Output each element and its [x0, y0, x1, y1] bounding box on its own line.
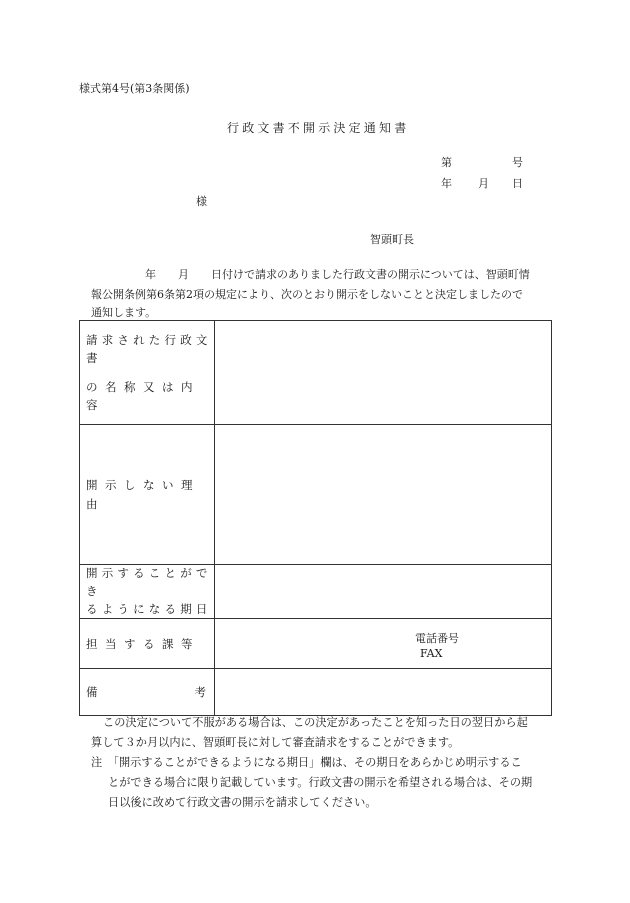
- note-line-2: 算して３か月以内に、智頭町長に対して審査請求をすることができます。: [91, 736, 460, 749]
- table-row-disclosure-date: [80, 565, 552, 619]
- document-title: 行政文書不開示決定通知書: [227, 121, 410, 135]
- department-label: 担当する課等: [80, 619, 215, 669]
- recipient-honorific: 様: [196, 195, 207, 208]
- document-name-label: 請求された行政文書 の名称又は内容: [80, 321, 215, 425]
- intro-line-2: 報公開条例第6条第2項の規定により、次のとおり開示をしないことと決定しましたので: [91, 288, 523, 301]
- date-month-label: 月: [478, 177, 489, 190]
- table-row-reason: [80, 425, 552, 565]
- date-day-label: 日: [512, 177, 523, 190]
- reason-field[interactable]: [215, 425, 552, 565]
- disclosure-date-field[interactable]: [215, 565, 552, 619]
- remarks-label: 備 考: [80, 669, 215, 716]
- department-field[interactable]: [215, 619, 552, 669]
- intro-line-1: [145, 269, 530, 280]
- intro-line-1-text: 日付けで請求のありました行政文書の開示については、智頭町情: [211, 268, 530, 281]
- table-row-remarks: [80, 669, 552, 716]
- table-row-document-name: [80, 321, 552, 425]
- document-number-suffix: 号: [512, 156, 523, 169]
- note-line-4: とができる場合に限り記載しています。行政文書の開示を希望される場合は、その期: [108, 776, 533, 789]
- intro-line-3: 通知します。: [91, 306, 157, 319]
- document-number-prefix: 第: [441, 156, 452, 169]
- intro-year-label: 年: [145, 268, 156, 281]
- remarks-field[interactable]: [215, 669, 552, 716]
- document-name-field[interactable]: [215, 321, 552, 425]
- fax-label: FAX: [420, 647, 443, 661]
- table-row-department: [80, 619, 552, 669]
- decision-table: [79, 320, 552, 716]
- date-year-label: 年: [441, 177, 452, 190]
- form-number: 様式第4号(第3条関係): [79, 82, 190, 95]
- note-line-1: この決定について不服がある場合は、この決定があったことを知った日の翌日から起: [103, 716, 528, 729]
- reason-label: 開示しない理由: [80, 425, 215, 565]
- intro-month-label: 月: [178, 268, 189, 281]
- issuer-name: 智頭町長: [370, 233, 414, 246]
- note-line-5: 日以後に改めて行政文書の開示を請求してください。: [108, 796, 377, 809]
- disclosure-date-label: 開示することができ るようになる期日: [80, 565, 215, 619]
- note-line-3: 注 「開示することができるようになる期日」欄は、その期日をあらかじめ明示するこ: [91, 756, 522, 769]
- phone-number-label: 電話番号: [415, 632, 459, 646]
